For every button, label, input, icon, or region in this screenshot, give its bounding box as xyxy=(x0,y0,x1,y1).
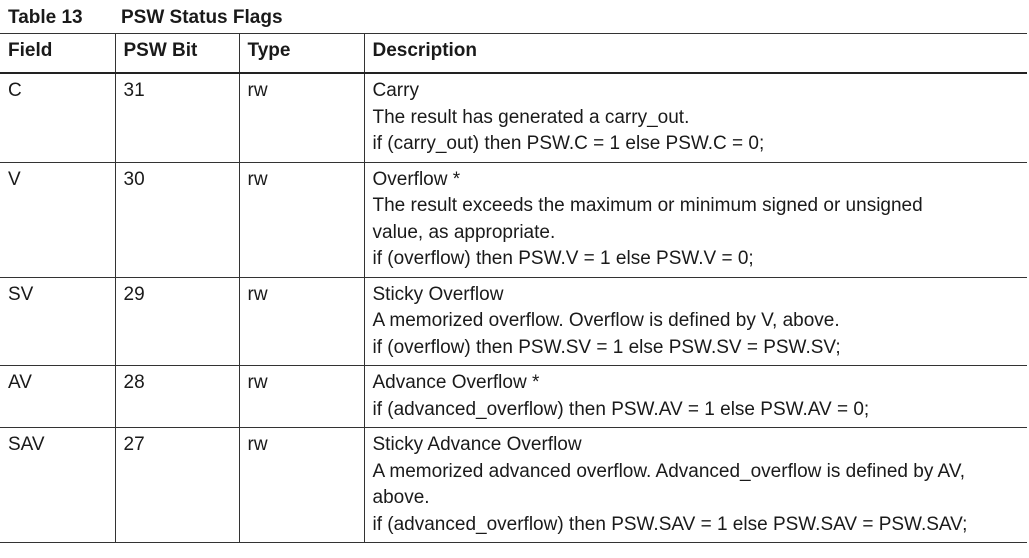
description-line: if (overflow) then PSW.V = 1 else PSW.V = 0; xyxy=(372,248,754,269)
description-line: Carry xyxy=(372,80,419,101)
description-line: above. xyxy=(372,487,430,508)
description-line: Advance Overflow * xyxy=(372,372,540,393)
description-line: Overflow * xyxy=(372,168,461,190)
table-row xyxy=(0,277,1027,366)
cell-type: rw xyxy=(239,366,364,428)
table-title: PSW Status Flags xyxy=(121,7,283,28)
table-number: Table 13 xyxy=(8,7,83,28)
description-line: value, as appropriate. xyxy=(372,221,556,243)
header-description: Description xyxy=(364,34,1027,74)
description-line: if (advanced_overflow) then PSW.SAV = 1 else PSW.SAV = PSW.SAV; xyxy=(372,513,968,535)
description-line: The result has generated a carry_out. xyxy=(372,106,690,128)
cell-description xyxy=(364,277,1027,366)
cell-type: rw xyxy=(239,73,364,162)
cell-type: rw xyxy=(239,277,364,366)
cell-field: SAV xyxy=(0,428,115,543)
header-field: Field xyxy=(0,34,115,74)
table-row xyxy=(0,73,1027,162)
description-line: A memorized advanced overflow. Advanced_overflow is defined by AV, xyxy=(372,460,966,482)
cell-psw-bit: 30 xyxy=(115,162,239,277)
table-row xyxy=(0,428,1027,543)
description-line: A memorized overflow. Overflow is defined by V, above. xyxy=(372,310,840,331)
psw-status-flags-table xyxy=(0,33,1027,543)
description-line: if (overflow) then PSW.SV = 1 else PSW.SV = PSW.SV; xyxy=(372,336,841,358)
table-row xyxy=(0,366,1027,428)
header-type: Type xyxy=(239,34,364,74)
cell-description xyxy=(364,366,1027,428)
cell-psw-bit: 29 xyxy=(115,277,239,366)
description-line: if (advanced_overflow) then PSW.AV = 1 else PSW.AV = 0; xyxy=(372,398,870,420)
cell-type: rw xyxy=(239,162,364,277)
cell-field: C xyxy=(0,73,115,162)
cell-psw-bit: 28 xyxy=(115,366,239,428)
header-psw-bit: PSW Bit xyxy=(115,34,239,74)
table-row xyxy=(0,162,1027,277)
cell-field: SV xyxy=(0,277,115,366)
cell-type: rw xyxy=(239,428,364,543)
cell-psw-bit: 27 xyxy=(115,428,239,543)
table-caption xyxy=(8,4,283,32)
description-line: Sticky Advance Overflow xyxy=(372,434,582,455)
description-line: The result exceeds the maximum or minimum signed or unsigned xyxy=(372,195,923,216)
description-line: if (carry_out) then PSW.C = 1 else PSW.C = 0; xyxy=(372,133,765,154)
cell-psw-bit: 31 xyxy=(115,73,239,162)
cell-field: AV xyxy=(0,366,115,428)
cell-description xyxy=(364,162,1027,277)
header-row xyxy=(0,34,1027,74)
cell-description xyxy=(364,428,1027,543)
cell-description xyxy=(364,73,1027,162)
description-line: Sticky Overflow xyxy=(372,283,504,305)
cell-field: V xyxy=(0,162,115,277)
